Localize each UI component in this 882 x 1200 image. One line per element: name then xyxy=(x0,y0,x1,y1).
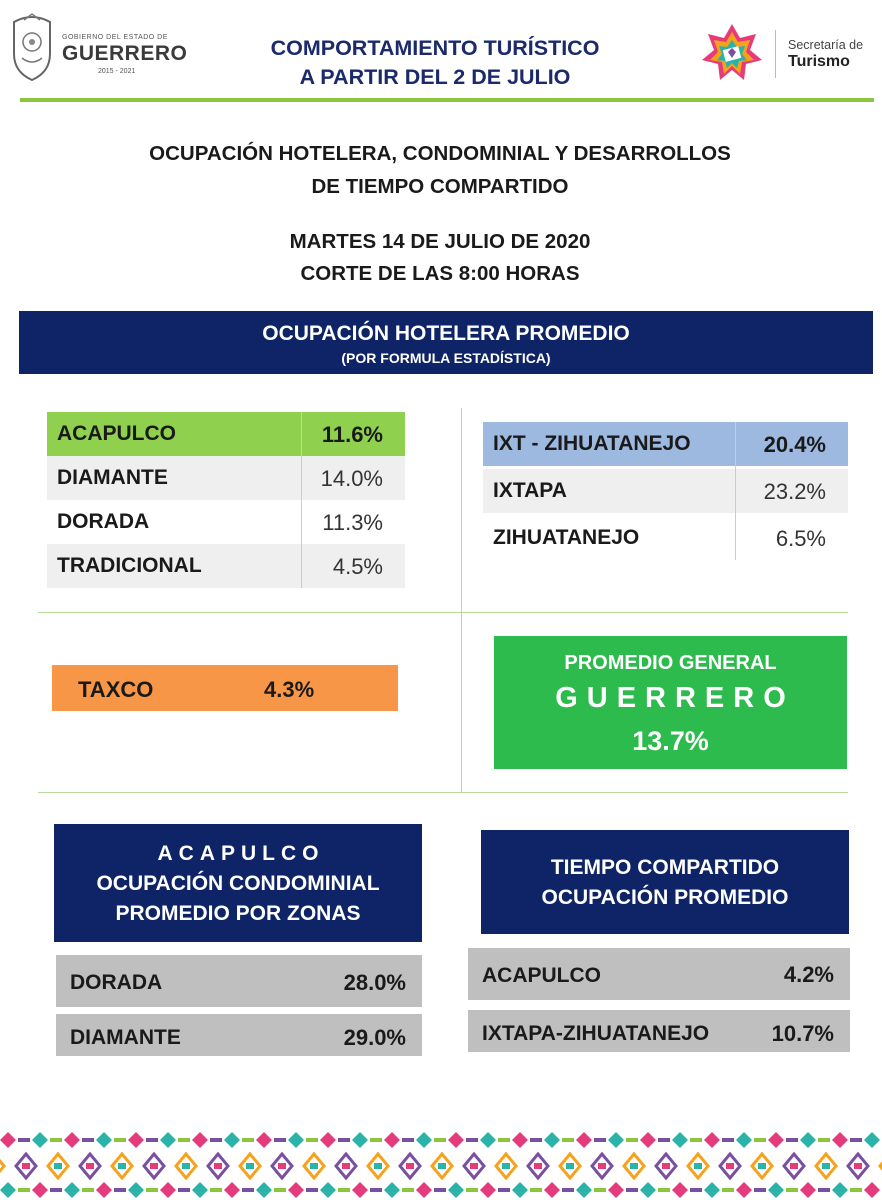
tourism-star-logo-icon xyxy=(700,22,764,86)
condominial-title-line-1: ACAPULCO xyxy=(157,842,325,865)
table-row xyxy=(468,1010,850,1052)
table-row xyxy=(483,422,848,466)
decorative-embroidery-band xyxy=(0,1130,882,1200)
column-divider xyxy=(735,422,736,560)
row-label: ZIHUATANEJO xyxy=(493,526,640,549)
row-value: 28.0% xyxy=(343,970,406,995)
timeshare-title-line-1: TIEMPO COMPARTIDO xyxy=(550,856,780,879)
banner-title: OCUPACIÓN HOTELERA PROMEDIO xyxy=(262,322,630,345)
ixtapa-hotel-table xyxy=(483,422,848,560)
row-label: DIAMANTE xyxy=(70,1026,181,1049)
general-average-label: PROMEDIO GENERAL xyxy=(564,652,777,674)
acapulco-hotel-table xyxy=(47,412,405,588)
condominial-title-box xyxy=(54,824,422,942)
row-label: IXTAPA-ZIHUATANEJO xyxy=(482,1022,710,1045)
row-value: 11.6% xyxy=(321,422,383,447)
row-value: 23.2% xyxy=(763,479,826,504)
turismo-label: Turismo xyxy=(788,53,850,70)
gov-years: 2015 - 2021 xyxy=(98,68,136,75)
timeshare-title-box xyxy=(481,830,849,934)
row-label: ACAPULCO xyxy=(57,422,176,445)
row-value: 20.4% xyxy=(763,432,826,457)
row-value: 14.0% xyxy=(320,466,383,491)
section-divider-vertical xyxy=(461,408,462,792)
row-label: DIAMANTE xyxy=(57,466,168,489)
header-divider xyxy=(20,98,874,102)
row-value: 6.5% xyxy=(775,526,826,551)
table-row xyxy=(47,500,405,544)
row-value: 4.5% xyxy=(332,554,383,579)
title-line-1: COMPORTAMIENTO TURÍSTICO xyxy=(270,36,600,60)
taxco-label: TAXCO xyxy=(78,677,154,702)
subtitle-line-2: DE TIEMPO COMPARTIDO xyxy=(311,175,569,198)
state-name: GUERRERO xyxy=(555,682,795,714)
taxco-occupancy xyxy=(52,665,398,711)
row-label: IXT - ZIHUATANEJO xyxy=(493,432,691,455)
row-value: 11.3% xyxy=(322,510,383,535)
subtitle-line-1: OCUPACIÓN HOTELERA, CONDOMINIAL Y DESARROLLOS xyxy=(149,142,731,165)
taxco-value: 4.3% xyxy=(264,677,315,702)
report-date xyxy=(40,226,840,290)
table-row xyxy=(483,469,848,513)
condominial-title-line-3: PROMEDIO POR ZONAS xyxy=(115,902,361,925)
gov-small-text: GOBIERNO DEL ESTADO DE xyxy=(62,34,168,41)
date-line-2: CORTE DE LAS 8:00 HORAS xyxy=(300,262,580,285)
row-value: 29.0% xyxy=(343,1025,406,1050)
hotel-occupancy-banner xyxy=(19,311,873,374)
row-label: DORADA xyxy=(57,510,150,533)
table-row xyxy=(483,516,848,560)
logo-separator xyxy=(775,30,776,78)
row-value: 4.2% xyxy=(783,962,834,987)
gov-name: GUERRERO xyxy=(62,42,188,65)
table-row xyxy=(56,1014,422,1056)
row-label: IXTAPA xyxy=(493,479,567,502)
table-row xyxy=(47,544,405,588)
title-line-2: A PARTIR DEL 2 DE JULIO xyxy=(299,65,571,89)
secretaria-turismo-logo xyxy=(700,22,872,88)
row-label: DORADA xyxy=(70,971,163,994)
section-divider-horizontal xyxy=(38,792,848,793)
column-divider xyxy=(301,412,302,588)
banner-subtitle: (POR FORMULA ESTADÍSTICA) xyxy=(341,350,551,366)
table-row xyxy=(47,456,405,500)
row-value: 10.7% xyxy=(771,1021,834,1046)
row-label: TRADICIONAL xyxy=(57,554,202,577)
page-title xyxy=(190,34,680,92)
table-row xyxy=(47,412,405,456)
date-line-1: MARTES 14 DE JULIO DE 2020 xyxy=(289,230,591,253)
guerrero-government-logo xyxy=(8,12,188,86)
general-average-value: 13.7% xyxy=(632,726,709,756)
general-average-box xyxy=(494,636,847,769)
report-subtitle xyxy=(40,137,840,203)
secretaria-label: Secretaría de xyxy=(788,38,864,52)
section-divider-horizontal xyxy=(38,612,848,613)
condominial-title-line-2: OCUPACIÓN CONDOMINIAL xyxy=(96,872,380,895)
timeshare-title-line-2: OCUPACIÓN PROMEDIO xyxy=(541,886,789,909)
table-row xyxy=(56,955,422,1007)
table-row xyxy=(468,948,850,1000)
state-shield-icon xyxy=(8,12,56,82)
row-label: ACAPULCO xyxy=(482,964,601,987)
